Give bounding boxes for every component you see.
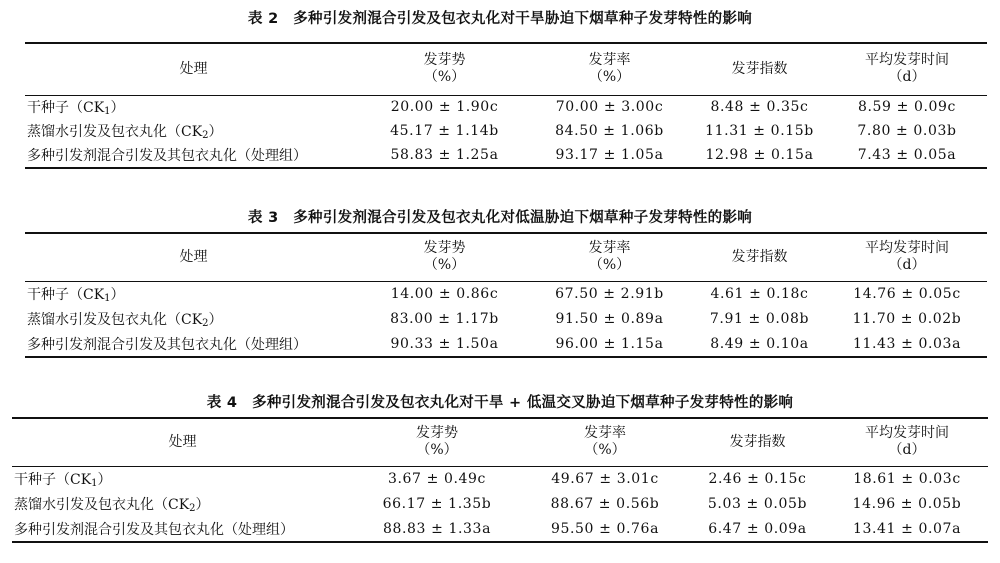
table-3 [25,232,987,358]
rate-cell: 95.50 ± 0.76a [550,520,660,537]
vigor-cell: 3.67 ± 0.49c [387,470,486,487]
rate-cell: 84.50 ± 1.06b [555,123,664,139]
header-rate-label: 发芽率 [588,52,631,69]
table-row [12,516,988,542]
index-cell: 8.48 ± 0.35c [710,99,809,116]
table-row [25,331,987,357]
table-row [25,143,987,168]
table-row [25,306,987,331]
header-time-label: 平均发芽时间 [865,52,949,69]
header-vigor [353,418,521,466]
header-time [827,233,987,281]
index-cell: 12.98 ± 0.15a [705,147,814,163]
time-cell: 7.43 ± 0.05a [857,147,957,163]
rate-cell: 49.67 ± 3.01c [551,470,659,487]
table-4 [12,417,988,543]
header-vigor-label: 发芽势 [423,52,466,69]
time-cell: 11.43 ± 0.03a [852,335,962,352]
table-row [25,119,987,143]
vigor-cell: 14.00 ± 0.86c [390,285,499,302]
header-index: 发芽指数 [731,60,788,77]
table-2-caption: 表 2 多种引发剂混合引发及包衣丸化对干旱胁迫下烟草种子发芽特性的影响 [247,11,753,27]
row-label: 干种子$(CK_1)$ [27,100,125,118]
time-cell: 14.76 ± 0.05c [853,285,961,302]
row-label: 多种引发剂混合引发及其包衣丸化（处理组） [14,521,294,538]
rate-cell: 91.50 ± 0.89a [555,310,664,327]
index-cell: 4.61 ± 0.18c [710,285,809,302]
header-treatment: 处理 [179,60,208,77]
header-time-unit: （d） [888,69,926,86]
header-time-label: 平均发芽时间 [865,425,949,442]
vigor-cell: 45.17 ± 1.14b [390,123,499,139]
time-cell: 13.41 ± 0.07a [852,520,962,537]
row-label: 干种子$(CK_1)$ [14,471,112,489]
header-rate-label: 发芽率 [584,425,626,442]
row-label: 蒸馏水引发及包衣丸化$(CK_2)$ [14,496,210,514]
table-row [12,491,988,516]
header-rate [527,43,692,95]
header-vigor [362,233,527,281]
header-vigor-unit: （%） [416,442,458,459]
vigor-cell: 20.00 ± 1.90c [390,99,499,116]
time-cell: 11.70 ± 0.02b [852,310,962,327]
vigor-cell: 83.00 ± 1.17b [390,310,499,327]
header-time-label: 平均发芽时间 [865,240,949,257]
row-label: 干种子$(CK_1)$ [27,286,125,304]
row-label: 蒸馏水引发及包衣丸化$(CK_2)$ [27,124,223,141]
row-label: 多种引发剂混合引发及其包衣丸化（处理组） [27,336,307,353]
header-vigor [362,43,527,95]
table-4-caption: 表 4 多种引发剂混合引发及包衣丸化对干旱 + 低温交叉胁迫下烟草种子发芽特性的影响 [206,395,794,411]
table-row [25,281,987,306]
time-cell: 14.96 ± 0.05b [852,495,962,512]
index-cell: 2.46 ± 0.15c [708,470,807,487]
rate-cell: 88.67 ± 0.56b [550,495,660,512]
header-index: 发芽指数 [729,433,786,450]
header-vigor-label: 发芽势 [416,425,458,442]
rate-cell: 96.00 ± 1.15a [555,335,664,352]
header-rate-unit: （%） [588,257,631,274]
vigor-cell: 66.17 ± 1.35b [382,495,492,512]
time-cell: 18.61 ± 0.03c [853,470,961,487]
index-cell: 8.49 ± 0.10a [710,335,809,352]
header-rate [521,418,689,466]
table-2 [25,42,987,169]
index-cell: 11.31 ± 0.15b [705,123,814,139]
rate-cell: 67.50 ± 2.91b [555,285,664,302]
row-label: 蒸馏水引发及包衣丸化$(CK_2)$ [27,311,223,329]
header-vigor-label: 发芽势 [423,240,466,257]
header-time [827,43,987,95]
table-3-caption: 表 3 多种引发剂混合引发及包衣丸化对低温胁迫下烟草种子发芽特性的影响 [247,210,753,226]
table-row [12,466,988,491]
header-time-unit: （d） [888,257,926,274]
time-cell: 8.59 ± 0.09c [857,99,956,116]
header-treatment: 处理 [179,248,208,265]
header-time [826,418,988,466]
index-cell: 7.91 ± 0.08b [709,310,810,327]
time-cell: 7.80 ± 0.03b [857,123,957,139]
index-cell: 6.47 ± 0.09a [708,520,807,537]
header-treatment: 处理 [168,433,197,450]
header-index: 发芽指数 [731,248,788,265]
header-rate-unit: （%） [588,69,631,86]
row-label: 多种引发剂混合引发及其包衣丸化（处理组） [27,148,307,164]
header-time-unit: （d） [888,442,926,459]
vigor-cell: 88.83 ± 1.33a [382,520,492,537]
rate-cell: 70.00 ± 3.00c [555,99,664,116]
rate-cell: 93.17 ± 1.05a [555,147,664,163]
header-rate-unit: （%） [584,442,626,459]
vigor-cell: 90.33 ± 1.50a [390,335,499,352]
header-rate-label: 发芽率 [588,240,631,257]
header-rate [527,233,692,281]
header-vigor-unit: （%） [423,69,466,86]
index-cell: 5.03 ± 0.05b [707,495,808,512]
table-row [25,95,987,119]
header-vigor-unit: （%） [423,257,466,274]
vigor-cell: 58.83 ± 1.25a [390,147,499,163]
